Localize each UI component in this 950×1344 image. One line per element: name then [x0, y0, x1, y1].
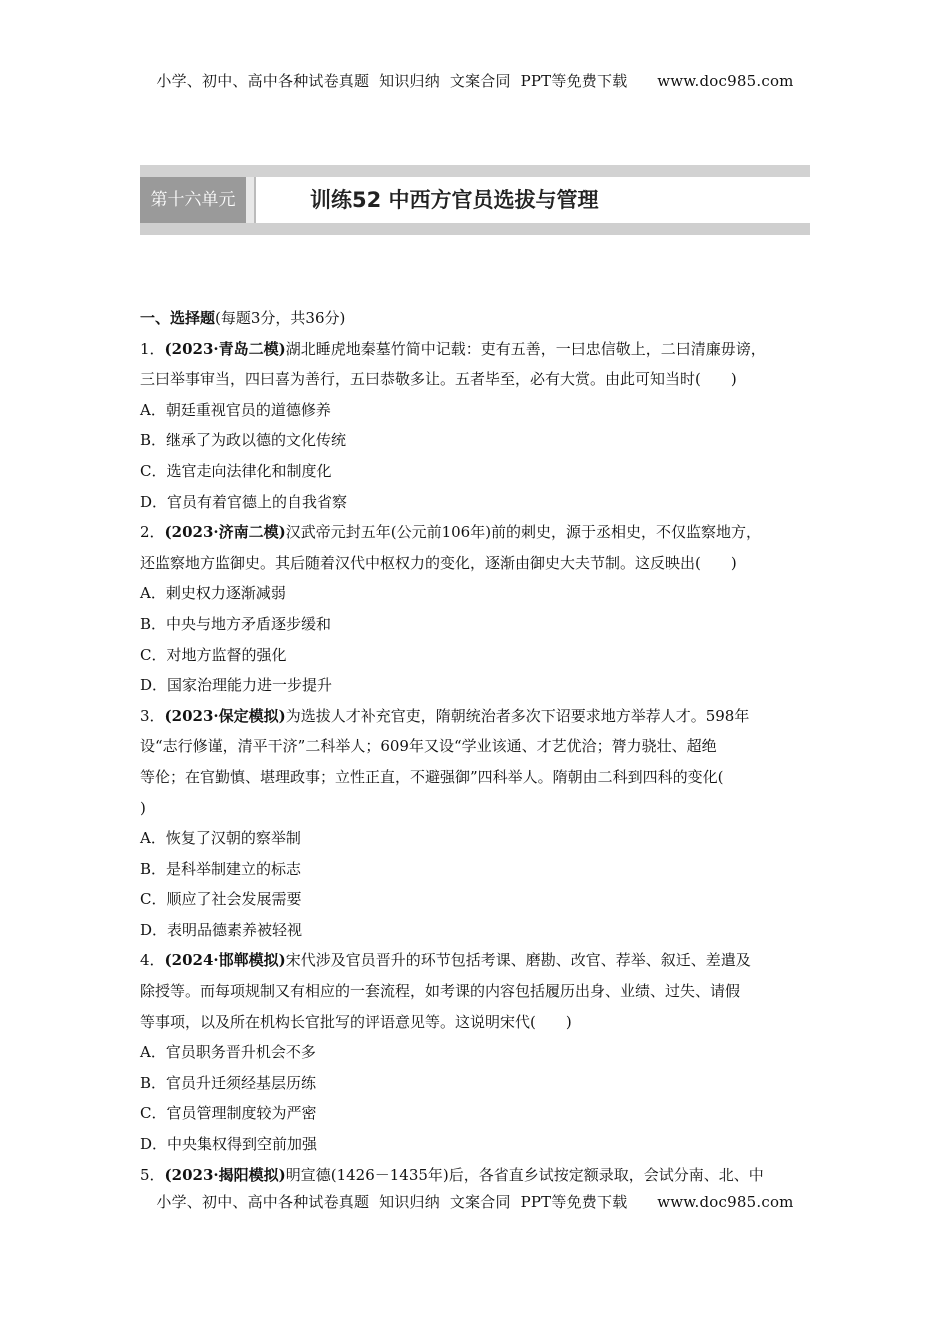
question-1-line-2: 三曰举事审当，四曰喜为善行，五曰恭敬多让。五者毕至，必有大赏。由此可知当时( ): [140, 370, 737, 389]
question-3-line-4: ): [140, 798, 146, 817]
banner-separator-line: [254, 177, 256, 223]
question-2-line-1: 2．(2023·济南二模)汉武帝元封五年(公元前106年)前的刺史，源于丞相史，不仅监察地方，: [140, 523, 762, 542]
question-1-line-1: 1．(2023·青岛二模)湖北睡虎地秦墓竹简中记载：吏有五善，一曰忠信敬上，二曰清廉毋谤，: [140, 339, 766, 358]
option: B．中央与地方矛盾逐步缓和: [140, 614, 332, 633]
banner-bottom-bar: [140, 223, 810, 235]
question-4-line-1: 4．(2024·邯郸模拟)宋代涉及官员晋升的环节包括考课、磨勘、改官、荐举、叙迁、差遣及: [140, 951, 751, 970]
question-3-line-1: 3．(2023·保定模拟)为选拔人才补充官吏，隋朝统治者多次下诏要求地方举荐人才。598年: [140, 706, 750, 725]
page-header: 小学、初中、高中各种试卷真题 知识归纳 文案合同 PPT等免费下载 www.doc985.com: [156, 72, 794, 90]
question-4-line-2: 除授等。而每项规制又有相应的一套流程，如考课的内容包括履历出身、业绩、过失、请假: [140, 982, 741, 1001]
question-source: (2023·保定模拟): [164, 706, 286, 725]
option: D．表明品德素养被轻视: [140, 920, 303, 939]
option: C．对地方监督的强化: [140, 645, 287, 664]
question-4-line-3: 等事项，以及所在机构长官批写的评语意见等。这说明宋代( ): [140, 1012, 572, 1031]
option: A．官员职务晋升机会不多: [140, 1043, 316, 1062]
section-title: [140, 303, 812, 334]
option: A．朝廷重视官员的道德修养: [140, 400, 331, 419]
banner-separator: [246, 177, 254, 223]
section-note: (每题3分，共36分): [215, 309, 346, 327]
option: A．恢复了汉朝的察举制: [140, 829, 301, 848]
option: A．刺史权力逐渐减弱: [140, 584, 286, 603]
section-heading: 一、选择题: [140, 309, 216, 327]
question-3-line-2: 设“志行修谨，清平干济”二科举人；609年又设“学业该通、才艺优洽；膂力骁壮、超绝: [140, 737, 717, 756]
option: D．国家治理能力进一步提升: [140, 676, 333, 695]
question-source: (2023·揭阳模拟): [164, 1165, 286, 1184]
option: B．继承了为政以德的文化传统: [140, 431, 347, 450]
unit-banner: [140, 165, 810, 235]
question-source: (2024·邯郸模拟): [164, 951, 286, 970]
option: D．中央集权得到空前加强: [140, 1135, 318, 1154]
unit-label: 第十六单元: [140, 177, 246, 223]
option: C．官员管理制度较为严密: [140, 1104, 317, 1123]
question-5-line-1: 5．(2023·揭阳模拟)明宣德(1426－1435年)后，各省直乡试按定额录取，会试分南、北、中: [140, 1165, 764, 1184]
question-2-line-2: 还监察地方监御史。其后随着汉代中枢权力的变化，逐渐由御史大夫节制。这反映出( ): [140, 553, 737, 572]
banner-top-bar: [140, 165, 810, 177]
question-3-line-3: 等伦；在官勤慎、堪理政事；立性正直，不避强御”四科举人。隋朝由二科到四科的变化(: [140, 767, 724, 786]
question-content: [140, 303, 812, 1190]
option: C．选官走向法律化和制度化: [140, 461, 332, 480]
option: D．官员有着官德上的自我省察: [140, 492, 348, 511]
option: C．顺应了社会发展需要: [140, 890, 302, 909]
page-footer: 小学、初中、高中各种试卷真题 知识归纳 文案合同 PPT等免费下载 www.doc985.com: [156, 1193, 794, 1211]
question-source: (2023·青岛二模): [164, 339, 286, 358]
option: B．是科举制建立的标志: [140, 859, 302, 878]
training-title: 训练52 中西方官员选拔与管理: [310, 188, 599, 212]
option: B．官员升迁须经基层历练: [140, 1073, 317, 1092]
question-source: (2023·济南二模): [164, 523, 286, 542]
